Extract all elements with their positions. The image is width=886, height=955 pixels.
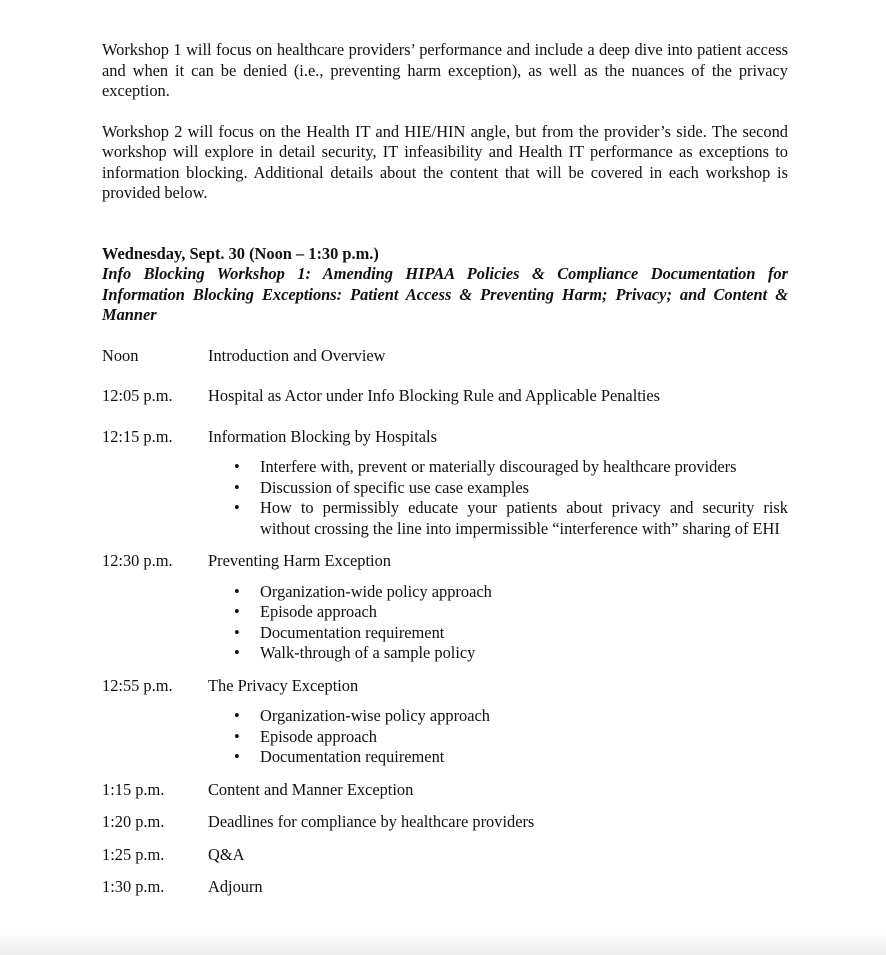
agenda-bullet-item [234, 726, 788, 748]
agenda-bullet-item [234, 477, 788, 499]
agenda-bullet-list [102, 582, 788, 664]
agenda-bullet-item [234, 498, 788, 539]
agenda-bullet-item [234, 457, 788, 478]
agenda-row [102, 386, 788, 407]
agenda-time: 12:15 p.m. [102, 426, 173, 446]
agenda-time: Noon [102, 345, 139, 365]
session-date-heading: Wednesday, Sept. 30 (Noon – 1:30 p.m.) [102, 243, 379, 263]
agenda-time: 1:30 p.m. [102, 877, 165, 896]
page-bottom-edge [0, 933, 886, 955]
agenda-topic: The Privacy Exception [208, 675, 359, 695]
bullet-icon: • [234, 477, 240, 497]
agenda-item [102, 346, 788, 367]
agenda-topic: Q&A [208, 844, 245, 864]
agenda-time: 1:25 p.m. [102, 844, 165, 864]
agenda-row [102, 845, 788, 866]
agenda-topic: Adjourn [208, 877, 263, 896]
agenda-bullet-item [234, 747, 788, 768]
agenda-bullet-text: How to permissibly educate your patients about privacy and security risk without crossing the line into impermissible “interference with” sharing of EHI [260, 498, 788, 538]
agenda-item [102, 386, 788, 407]
agenda-time: 12:30 p.m. [102, 551, 173, 570]
bullet-icon: • [234, 747, 240, 766]
agenda-bullet-text: Interfere with, prevent or materially discouraged by healthcare providers [260, 457, 737, 476]
agenda-bullet-text: Documentation requirement [260, 622, 445, 642]
agenda-row [102, 812, 788, 833]
agenda-bullet-item [234, 602, 788, 623]
agenda-topic: Hospital as Actor under Info Blocking Rule and Applicable Penalties [208, 386, 661, 405]
intro-paragraph-workshop-1: Workshop 1 will focus on healthcare providers’ performance and include a deep dive into patient access and when it can be denied (i.e., preventing harm exception), as well as the nuances of the privacy exception. [102, 40, 788, 100]
bullet-icon: • [234, 498, 240, 517]
agenda-bullet-text: Organization-wide policy approach [260, 581, 492, 601]
agenda-time: 1:15 p.m. [102, 779, 165, 799]
agenda-bullet-item [234, 643, 788, 664]
agenda-bullet-item [234, 622, 788, 644]
agenda-list [102, 346, 788, 898]
agenda-row [102, 780, 788, 801]
agenda-item [102, 845, 788, 866]
agenda-bullet-item [234, 706, 788, 727]
agenda-bullet-text: Episode approach [260, 726, 377, 746]
agenda-row [102, 346, 788, 367]
session-title: Info Blocking Workshop 1: Amending HIPAA Policies & Compliance Documentation for Information Blocking Exceptions: Patient Access & Preventing Harm; Privacy; and Content & Manner [102, 264, 788, 324]
agenda-topic: Deadlines for compliance by healthcare providers [208, 812, 535, 831]
agenda-time: 1:20 p.m. [102, 812, 165, 831]
agenda-topic: Preventing Harm Exception [208, 551, 391, 570]
agenda-bullet-list [102, 706, 788, 768]
agenda-item [102, 877, 788, 898]
intro-paragraph-workshop-2: Workshop 2 will focus on the Health IT and HIE/HIN angle, but from the provider’s side. The second workshop will explore in detail security, IT infeasibility and Health IT performance as exceptions to information blocking. Additional details about the content that will be covered in each workshop is provided below. [102, 121, 788, 202]
agenda-topic: Content and Manner Exception [208, 779, 414, 799]
agenda-bullet-text: Episode approach [260, 602, 377, 621]
agenda-topic: Information Blocking by Hospitals [208, 426, 437, 446]
bullet-icon: • [234, 622, 240, 642]
agenda-bullet-text: Discussion of specific use case examples [260, 477, 529, 497]
agenda-bullet-text: Organization-wise policy approach [260, 706, 490, 725]
agenda-row [102, 676, 788, 697]
bullet-icon: • [234, 726, 240, 746]
agenda-bullet-item [234, 581, 788, 603]
bullet-icon: • [234, 706, 240, 725]
bullet-icon: • [234, 581, 240, 601]
agenda-bullet-text: Documentation requirement [260, 747, 445, 766]
agenda-row [102, 551, 788, 572]
agenda-bullet-list [102, 457, 788, 539]
bullet-icon: • [234, 643, 240, 662]
agenda-row [102, 877, 788, 898]
bullet-icon: • [234, 602, 240, 621]
agenda-item [102, 812, 788, 833]
agenda-topic: Introduction and Overview [208, 345, 386, 365]
agenda-bullet-text: Walk-through of a sample policy [260, 643, 476, 662]
agenda-item [102, 551, 788, 664]
document-page [102, 40, 788, 898]
bullet-icon: • [234, 457, 240, 476]
agenda-time: 12:55 p.m. [102, 675, 173, 695]
agenda-row [102, 427, 788, 448]
agenda-item [102, 676, 788, 768]
agenda-item [102, 427, 788, 540]
agenda-time: 12:05 p.m. [102, 386, 173, 405]
agenda-item [102, 780, 788, 801]
